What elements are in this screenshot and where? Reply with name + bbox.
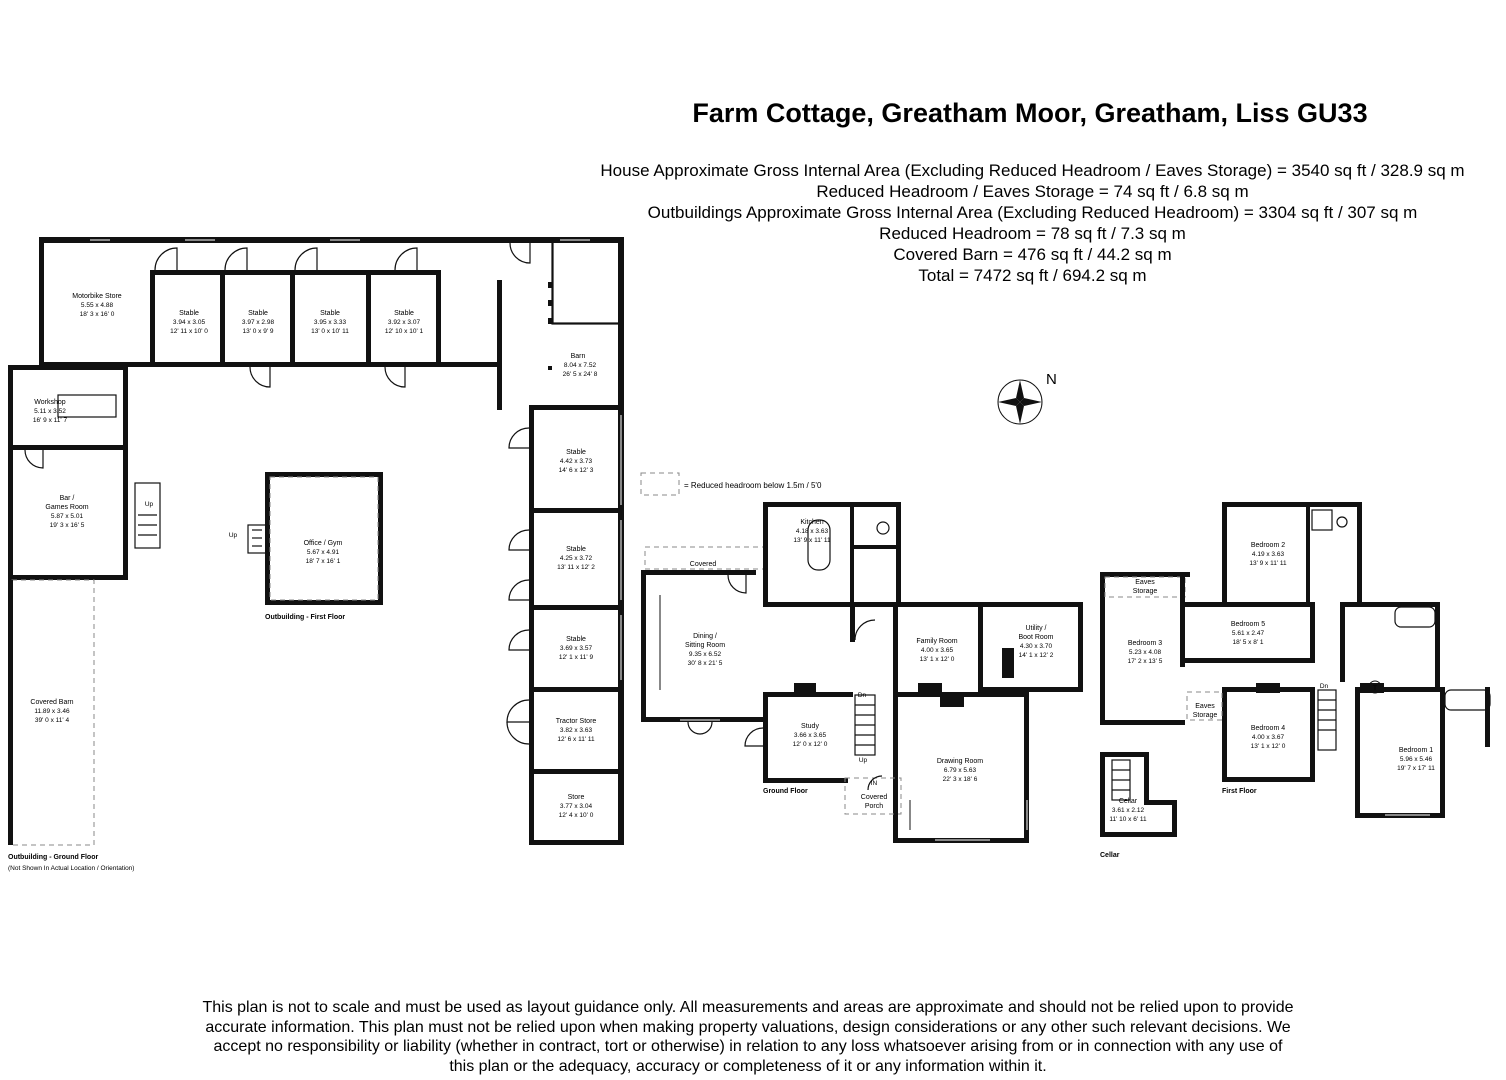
room-bedroom-1 (1397, 747, 1435, 772)
room-office-gym (304, 540, 343, 565)
svg-text:Drawing Room: Drawing Room (936, 758, 984, 765)
stair-down-label: Dn (1319, 683, 1329, 690)
svg-text:4.25 x 3.72: 4.25 x 3.72 (559, 555, 593, 562)
floor-label-outbuilding-first: Outbuilding - First Floor (265, 614, 346, 621)
outbuilding-first-floor (248, 472, 383, 605)
room-bedroom-3 (1128, 640, 1163, 665)
svg-text:Storage: Storage (1192, 712, 1218, 719)
svg-text:Dining /: Dining / (693, 633, 717, 640)
svg-text:4.18 x 3.63: 4.18 x 3.63 (795, 528, 829, 535)
room-bedroom-4 (1251, 725, 1286, 750)
room-stable-1 (170, 310, 208, 335)
room-stable-2 (242, 310, 275, 335)
svg-text:Stable: Stable (566, 636, 586, 643)
svg-text:12' 0 x 12' 0: 12' 0 x 12' 0 (792, 741, 828, 748)
svg-text:Sitting Room: Sitting Room (684, 642, 726, 649)
svg-text:4.19 x 3.63: 4.19 x 3.63 (1251, 551, 1285, 558)
svg-text:19' 3 x 16' 5: 19' 3 x 16' 5 (49, 522, 85, 529)
svg-text:13' 9 x 11' 11: 13' 9 x 11' 11 (1249, 560, 1287, 567)
house-ground-floor (641, 502, 1083, 843)
svg-text:14' 6 x 12' 3: 14' 6 x 12' 3 (558, 467, 594, 474)
svg-text:13' 0 x 9' 9: 13' 0 x 9' 9 (242, 328, 274, 335)
svg-text:39' 0 x 11' 4: 39' 0 x 11' 4 (34, 717, 70, 724)
svg-text:3.97 x 2.98: 3.97 x 2.98 (241, 319, 275, 326)
svg-text:Tractor Store: Tractor Store (555, 718, 597, 725)
room-stable-7 (559, 636, 594, 661)
svg-text:5.87 x 5.01: 5.87 x 5.01 (50, 513, 84, 520)
svg-text:18' 5 x 8' 1: 18' 5 x 8' 1 (1232, 639, 1264, 646)
svg-text:Bedroom 1: Bedroom 1 (1398, 747, 1434, 754)
stair-down-label: Dn (857, 692, 867, 699)
svg-text:13' 1 x 12' 0: 13' 1 x 12' 0 (919, 656, 955, 663)
floor-label-first: First Floor (1222, 788, 1257, 795)
room-store (559, 794, 594, 819)
entrance-label: IN (870, 780, 878, 787)
room-stable-6 (557, 546, 595, 571)
svg-text:3.94 x 3.05: 3.94 x 3.05 (172, 319, 206, 326)
svg-text:19' 7 x 17' 11: 19' 7 x 17' 11 (1397, 765, 1435, 772)
room-tractor-store (556, 718, 597, 743)
svg-text:13' 9 x 11' 11: 13' 9 x 11' 11 (793, 537, 831, 544)
room-stable-4 (385, 310, 424, 335)
svg-text:12' 10 x 10' 1: 12' 10 x 10' 1 (384, 328, 424, 335)
svg-text:Motorbike Store: Motorbike Store (72, 293, 122, 300)
stair-up-label: Up (858, 757, 868, 764)
svg-text:Stable: Stable (566, 449, 586, 456)
svg-text:30' 8 x 21' 5: 30' 8 x 21' 5 (687, 660, 723, 667)
svg-text:4.30 x 3.70: 4.30 x 3.70 (1019, 643, 1053, 650)
room-bar-games (45, 495, 88, 529)
svg-text:13' 0 x 10' 11: 13' 0 x 10' 11 (311, 328, 349, 335)
svg-text:5.55 x 4.88: 5.55 x 4.88 (80, 302, 114, 309)
plan-title: Farm Cottage, Greatham Moor, Greatham, Liss GU33 (692, 98, 1368, 128)
svg-text:8.04 x 7.52: 8.04 x 7.52 (563, 362, 597, 369)
room-stable-3 (311, 310, 349, 335)
svg-text:12' 4 x 10' 0: 12' 4 x 10' 0 (558, 812, 594, 819)
svg-text:4.00 x 3.67: 4.00 x 3.67 (1251, 734, 1285, 741)
svg-text:Covered: Covered (860, 794, 888, 801)
area-line-reduced-headroom: Reduced Headroom = 78 sq ft / 7.3 sq m (879, 224, 1186, 243)
room-eaves-storage-2 (1193, 703, 1218, 719)
svg-text:5.11 x 3.52: 5.11 x 3.52 (34, 408, 66, 415)
compass-north-label: N (1046, 371, 1057, 388)
svg-text:5.61 x 2.47: 5.61 x 2.47 (1231, 630, 1265, 637)
room-motorbike-store (72, 293, 122, 318)
svg-text:18' 3 x 16' 0: 18' 3 x 16' 0 (79, 311, 115, 318)
svg-text:Utility /: Utility / (1025, 625, 1047, 632)
svg-text:Bedroom 4: Bedroom 4 (1250, 725, 1286, 732)
svg-text:Barn: Barn (570, 353, 586, 360)
area-line-eaves: Reduced Headroom / Eaves Storage = 74 sq ft / 6.8 sq m (816, 182, 1249, 201)
svg-text:3.66 x 3.65: 3.66 x 3.65 (793, 732, 827, 739)
area-line-house: House Approximate Gross Internal Area (Excluding Reduced Headroom / Eaves Storage) = 3540 sq ft / 328.9 sq m (600, 161, 1465, 180)
svg-text:5.96 x 5.46: 5.96 x 5.46 (1399, 756, 1433, 763)
area-line-covered-barn: Covered Barn = 476 sq ft / 44.2 sq m (893, 245, 1172, 264)
svg-text:Cellar: Cellar (1118, 798, 1138, 805)
svg-text:Bedroom 2: Bedroom 2 (1250, 542, 1286, 549)
room-study (793, 723, 828, 748)
svg-text:Eaves: Eaves (1135, 579, 1155, 586)
svg-text:5.23 x 4.08: 5.23 x 4.08 (1128, 649, 1162, 656)
svg-text:11.89 x 3.46: 11.89 x 3.46 (34, 708, 70, 715)
svg-text:Stable: Stable (179, 310, 199, 317)
svg-text:18' 7 x 16' 1: 18' 7 x 16' 1 (305, 558, 341, 565)
svg-text:Stable: Stable (566, 546, 586, 553)
svg-text:22' 3 x 18' 6: 22' 3 x 18' 6 (942, 776, 978, 783)
svg-text:Bar /: Bar / (59, 495, 75, 502)
svg-text:3.82 x 3.63: 3.82 x 3.63 (559, 727, 593, 734)
svg-text:Porch: Porch (864, 803, 884, 810)
svg-text:3.92 x 3.07: 3.92 x 3.07 (387, 319, 421, 326)
svg-text:Family Room: Family Room (916, 638, 958, 645)
svg-text:4.42 x 3.73: 4.42 x 3.73 (559, 458, 593, 465)
svg-text:17' 2 x 13' 5: 17' 2 x 13' 5 (1127, 658, 1163, 665)
room-bedroom-5 (1231, 621, 1265, 646)
svg-text:Store: Store (567, 794, 585, 801)
cellar-floor (1100, 752, 1177, 837)
svg-text:Eaves: Eaves (1195, 703, 1215, 710)
compass-icon (998, 371, 1057, 424)
svg-text:3.95 x 3.33: 3.95 x 3.33 (313, 319, 347, 326)
room-eaves-storage-1 (1133, 579, 1158, 595)
svg-text:Kitchen: Kitchen (800, 519, 824, 526)
room-stable-5 (559, 449, 594, 474)
tank-label: T (1373, 685, 1377, 692)
svg-text:5.67 x 4.91: 5.67 x 4.91 (306, 549, 340, 556)
room-bedroom-2 (1249, 542, 1287, 567)
svg-text:Games Room: Games Room (45, 504, 89, 511)
legend-text: = Reduced headroom below 1.5m / 5'0 (684, 481, 822, 490)
room-family (916, 638, 957, 663)
covered-area-label: Covered (689, 561, 717, 568)
room-covered-porch (861, 794, 888, 810)
area-line-total: Total = 7472 sq ft / 694.2 sq m (918, 266, 1147, 285)
svg-text:16' 9 x 11' 7: 16' 9 x 11' 7 (32, 417, 68, 424)
svg-text:3.61 x 2.12: 3.61 x 2.12 (1111, 807, 1145, 814)
svg-text:26' 5 x 24' 8: 26' 5 x 24' 8 (562, 371, 598, 378)
svg-text:Study: Study (801, 723, 819, 730)
room-drawing (937, 758, 983, 783)
floor-label-note: (Not Shown In Actual Location / Orientation) (8, 865, 135, 872)
svg-text:14' 1 x 12' 2: 14' 1 x 12' 2 (1018, 652, 1054, 659)
svg-text:Bedroom 3: Bedroom 3 (1127, 640, 1163, 647)
svg-text:Covered Barn: Covered Barn (30, 699, 74, 706)
svg-text:13' 1 x 12' 0: 13' 1 x 12' 0 (1250, 743, 1286, 750)
room-dining-sitting (685, 633, 725, 667)
reduced-headroom-legend-swatch (641, 473, 679, 495)
floor-label-cellar: Cellar (1100, 852, 1120, 859)
room-covered-barn (30, 699, 73, 724)
svg-text:Workshop: Workshop (34, 399, 66, 406)
area-line-outbuildings: Outbuildings Approximate Gross Internal Area (Excluding Reduced Headroom) = 3304 sq ft / 307 sq m (647, 203, 1418, 222)
svg-text:13' 11 x 12' 2: 13' 11 x 12' 2 (557, 564, 595, 571)
svg-text:Storage: Storage (1132, 588, 1158, 595)
floor-label-outbuilding-ground: Outbuilding - Ground Floor (8, 854, 99, 861)
svg-text:12' 6 x 11' 11: 12' 6 x 11' 11 (557, 736, 595, 743)
room-utility-boot (1018, 625, 1053, 659)
stair-up-label: Up (144, 501, 154, 508)
svg-text:Office / Gym: Office / Gym (303, 540, 343, 547)
svg-text:Stable: Stable (394, 310, 414, 317)
room-workshop (33, 399, 68, 424)
svg-text:Bedroom 5: Bedroom 5 (1230, 621, 1266, 628)
svg-text:Stable: Stable (320, 310, 340, 317)
svg-text:12' 1 x 11' 9: 12' 1 x 11' 9 (558, 654, 594, 661)
svg-text:9.35 x 6.52: 9.35 x 6.52 (688, 651, 722, 658)
room-cellar (1109, 798, 1147, 823)
stair-up-label: Up (228, 532, 238, 539)
svg-text:4.00 x 3.65: 4.00 x 3.65 (920, 647, 954, 654)
floor-label-ground: Ground Floor (763, 788, 808, 795)
svg-text:11' 10 x 6' 11: 11' 10 x 6' 11 (1109, 816, 1147, 823)
room-barn (563, 353, 598, 378)
svg-text:3.69 x 3.57: 3.69 x 3.57 (559, 645, 593, 652)
disclaimer-text: This plan is not to scale and must be used as layout guidance only. All measurements and areas are approximate and should not be relied upon to provide accurate information. This plan must not be relied upon when making property valuations, design considerations or any other such relevant decisions. We accept no responsibility or liability (whether in contract, tort or otherwise) in relation to any loss whatsoever arising from or in connection with any use of this plan or the adequacy, accuracy or completeness of it or any information within it. (202, 999, 1294, 1075)
svg-text:12' 11 x 10' 0: 12' 11 x 10' 0 (170, 328, 208, 335)
room-kitchen (793, 519, 831, 544)
svg-text:3.77 x 3.04: 3.77 x 3.04 (559, 803, 593, 810)
svg-text:Boot Room: Boot Room (1018, 634, 1054, 641)
svg-text:Stable: Stable (248, 310, 268, 317)
svg-text:6.79 x 5.63: 6.79 x 5.63 (943, 767, 977, 774)
